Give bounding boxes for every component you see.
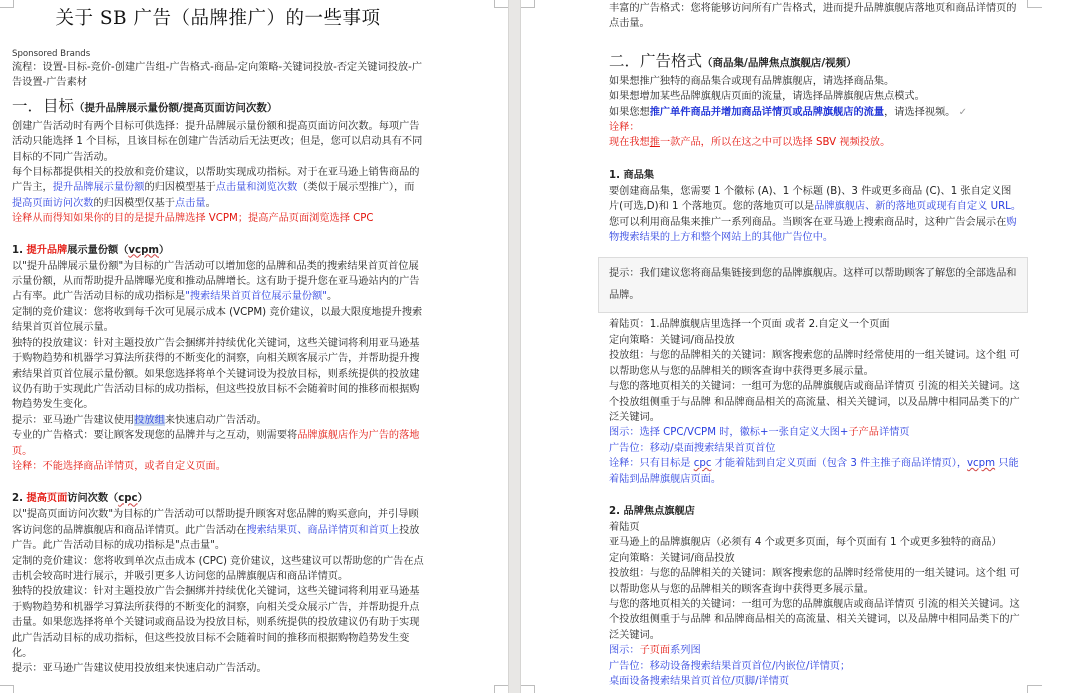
spotlight-figure-note: 图示：子页面系列图 bbox=[609, 645, 701, 657]
subheading-brand-share: 1. 提升品牌展示量份额（vcpm） bbox=[12, 244, 170, 256]
format-line-1: 如果想推广独特的商品集合或现有品牌旗舰店，请选择商品集。 bbox=[609, 75, 895, 87]
format-line-2: 如果想增加某些品牌旗舰店页面的流量，请选择品牌旗舰店焦点模式。 bbox=[609, 91, 925, 103]
spotlight-placement-desktop: 桌面设备搜索结果首页首位/页脚/详情页 bbox=[609, 676, 790, 687]
link-page-visits[interactable]: 提高页面访问次数 bbox=[12, 197, 94, 209]
document-page-left bbox=[0, 0, 508, 693]
tip-box: 提示：我们建议您将商品集链接到您的品牌旗舰店。这样可以帮助顾客了解您的全部选品和品牌。 bbox=[598, 257, 1028, 313]
page-gutter bbox=[508, 0, 521, 693]
page-visits-paragraph: 以"提高页面访问次数"为目标的广告活动可以帮助提升顾客对您品牌的购买意向，并引导顾客访问您的品牌旗舰店和商品详情页。此广告活动在搜索结果页、商品详情页和首页上投放广告。此广告活动目标的成功指标是"点击量"。 bbox=[12, 509, 420, 552]
page-corner-mark bbox=[1027, 0, 1042, 8]
subheading-brand-store-spotlight: 2. 品牌焦点旗舰店 bbox=[609, 505, 695, 517]
page-corner-mark bbox=[521, 0, 535, 8]
page-visits-bid: 定制的竞价建议：您将收到单次点击成本 (CPC) 竞价建议，这些建议可以帮助您的广告在点击机会较高时进行展示，并吸引更多人访问您的品牌旗舰店和商品详情页。 bbox=[12, 555, 424, 582]
brand-share-note: 诠释：不能选择商品详情页，或者自定义页面。 bbox=[12, 460, 226, 472]
page-corner-mark bbox=[521, 685, 535, 693]
landing-page-line: 着陆页：1.品牌旗舰店里选择一个页面 或者 2.自定义一个页面 bbox=[609, 319, 890, 331]
checkmark-icon: ✓ bbox=[958, 106, 968, 118]
spotlight-store-line: 亚马逊上的品牌旗舰店（必须有 4 个或更多页面，每个页面有 1 个或更多独特的商品） bbox=[609, 537, 1002, 549]
section-heading-ad-format: 二．广告格式（商品集/品牌焦点旗舰店/视频） bbox=[609, 51, 857, 70]
spotlight-group-brand: 投放组：与您的品牌相关的关键词：顾客搜索您的品牌时经常使用的一组关键词。这个组 可以帮助您从与您的品牌相关的顾客查询中获得更多展示量。 bbox=[609, 568, 1020, 595]
format-line-3: 如果您想推广单件商品并增加商品详情页或品牌旗舰店的流量，请选择视频。 ✓ bbox=[609, 106, 968, 118]
targeting-group-brand: 投放组：与您的品牌相关的关键词：顾客搜索您的品牌时经常使用的一组关键词。这个组 可以帮助您从与您的品牌相关的顾客查询中获得更多展示量。 bbox=[609, 350, 1020, 377]
brand-share-format: 专业的广告格式：要让顾客发现您的品牌并与之互动，则需要将品牌旗舰店作为广告的落地页。 bbox=[12, 430, 420, 457]
product-collection-paragraph: 要创建商品集，您需要 1 个徽标 (A)、1 个标题 (B)、3 件或更多商品 (C)、1 张自定义图片(可选,D)和 1 个落地页。您的落地页可以是品牌旗舰店、新的落地页或现有自定义 URL。您可以利用商品集来推广一系列商品。当顾客在亚马逊上搜索商品时，这种广告会展示在购物搜索结果的上方和整个网站上的其他广告位中。 bbox=[609, 185, 1022, 244]
targeting-group-landing: 与您的落地页相关的关键词：一组可为您的品牌旗舰店或商品详情页 引流的相关关键词。这个投放组侧重于与品牌 和品牌商品相关的高流量、相关关键词，以及品牌中相同品类下的广泛关键词。 bbox=[609, 381, 1020, 423]
spotlight-group-landing: 与您的落地页相关的关键词：一组可为您的品牌旗舰店或商品详情页 引流的相关关键词。这个投放组侧重于与品牌 和品牌商品相关的高流量、相关关键词，以及品牌中相同品类下的广泛关键词。 bbox=[609, 598, 1020, 641]
brand-share-paragraph: 以"提升品牌展示量份额"为目标的广告活动可以增加您的品牌和品类的搜索结果首页首位展示量份额，从而帮助提升品牌曝光度和推动品牌增长。这有助于提升您在亚马逊站内的广告占有率。此广告活动目标的成功指标是"搜索结果首页首位展示量份额"。 bbox=[12, 260, 420, 303]
subheading-product-collection: 1. 商品集 bbox=[609, 169, 655, 181]
link-clicks[interactable]: 点击量 bbox=[175, 197, 206, 209]
carry-over-paragraph: 丰富的广告格式：您将能够访问所有广告格式，进而提升品牌旗舰店落地页和商品详情页的点击量。 bbox=[609, 3, 1017, 30]
page-corner-mark bbox=[494, 685, 508, 693]
page-visits-targeting: 独特的投放建议：针对主题投放广告会捆绑并持续优化关键词，这些关键词将利用亚马逊基于购物趋势和机器学习算法所获得的不断变化的洞察，向相关受众展示广告，并帮助提升点击量。如果您选择将单个关键词或商品设为投放目标，则系统提供的投放建议仍有助于实现此广告活动目标的成功指标，但这些投放目标不会随着时间的推移而根据购物趋势发生变化。 bbox=[12, 586, 420, 659]
format-note-label: 诠释： bbox=[609, 122, 640, 134]
brand-share-bid: 定制的竞价建议：您将收到每千次可见展示成本 (VCPM) 竞价建议，以最大限度地提升搜索结果首页首位展示量。 bbox=[12, 306, 423, 334]
goal-paragraph-1: 创建广告活动时有两个目标可供选择：提升品牌展示量份额和提高页面访问次数。每项广告活动只能选择 1 个目标，且该目标在创建广告活动后无法更改；但是，您可以启动具有不同目标的不同广告活动。 bbox=[12, 120, 423, 163]
page-corner-mark bbox=[0, 685, 14, 693]
link-targeting-group[interactable]: 投放组 bbox=[134, 414, 165, 426]
brand-share-targeting: 独特的投放建议：针对主题投放广告会捆绑并持续优化关键词，这些关键词将利用亚马逊基于购物趋势和机器学习算法所获得的不断变化的洞察，向相关顾客展示广告，并帮助提升搜索结果首页首位展示量份额。如果您选择将单个关键词设为投放目标，则系统提供的投放建议仍有助于实现此广告活动目标的成功指标，但这些投放目标不会随着时间的推移而根据购物趋势发生变化。 bbox=[12, 337, 420, 411]
subheading-page-visits: 2. 提高页面访问次数（cpc） bbox=[12, 493, 148, 505]
page-corner-mark bbox=[1027, 685, 1042, 693]
spotlight-placement-mobile: 广告位：移动设备搜索结果首页首位/内嵌位/详情页； bbox=[609, 660, 851, 672]
page-corner-mark bbox=[494, 0, 508, 8]
flow-text: 流程：设置-目标-竞价-创建广告组-广告格式-商品-定向策略-关键词投放-否定关键词投放-广告设置-广告素材 bbox=[12, 62, 423, 89]
document-title: 关于 SB 广告（品牌推广）的一些事项 bbox=[55, 8, 381, 29]
placement-line: 广告位：移动/桌面搜索结果首页首位 bbox=[609, 442, 776, 454]
cpc-vcpm-note: 诠释：只有目标是 cpc 才能着陆到自定义页面（包含 3 件主推子商品详情页），vcpm 只能着陆到品牌旗舰店页面。 bbox=[609, 458, 1019, 485]
spotlight-strategy: 定向策略：关键词/商品投放 bbox=[609, 552, 735, 564]
subtitle-english: Sponsored Brands bbox=[12, 49, 91, 59]
goal-paragraph-2: 每个目标都提供相关的投放和竞价建议，以帮助实现成功指标。对于在亚马逊上销售商品的广告主，提升品牌展示量份额的归因模型基于点击量和浏览次数（类似于展示型推广），而提高页面访问次数的归因模型仅基于点击量。 bbox=[12, 167, 420, 209]
page-left-content bbox=[12, 0, 424, 677]
figure-note: 图示：选择 CPC/VCPM 时，徽标+一张自定义大图+子产品详情页 bbox=[609, 427, 910, 439]
targeting-strategy-line: 定向策略：关键词/商品投放 bbox=[609, 334, 735, 346]
document-page-right bbox=[521, 0, 1080, 693]
goal-note: 诠释从而得知如果你的目的是提升品牌选择 VCPM；提高产品页面浏览选择 CPC bbox=[12, 213, 374, 225]
brand-share-tip: 提示：亚马逊广告建议使用投放组来快速启动广告活动。 bbox=[12, 414, 267, 426]
link-brand-share[interactable]: 提升品牌展示量份额 bbox=[52, 182, 145, 194]
page-visits-tip: 提示：亚马逊广告建议使用投放组来快速启动广告活动。 bbox=[12, 663, 267, 675]
spotlight-landing-label: 着陆页 bbox=[609, 521, 640, 533]
link-clicks-views[interactable]: 点击量和浏览次数 bbox=[215, 182, 298, 194]
page-right-content bbox=[609, 0, 1021, 689]
section-heading-goal: 一．目标（提升品牌展示量份额/提高页面访问次数） bbox=[12, 96, 278, 115]
format-note: 现在我想推一款产品，所以在这之中可以选择 SBV 视频投放。 bbox=[609, 137, 891, 149]
